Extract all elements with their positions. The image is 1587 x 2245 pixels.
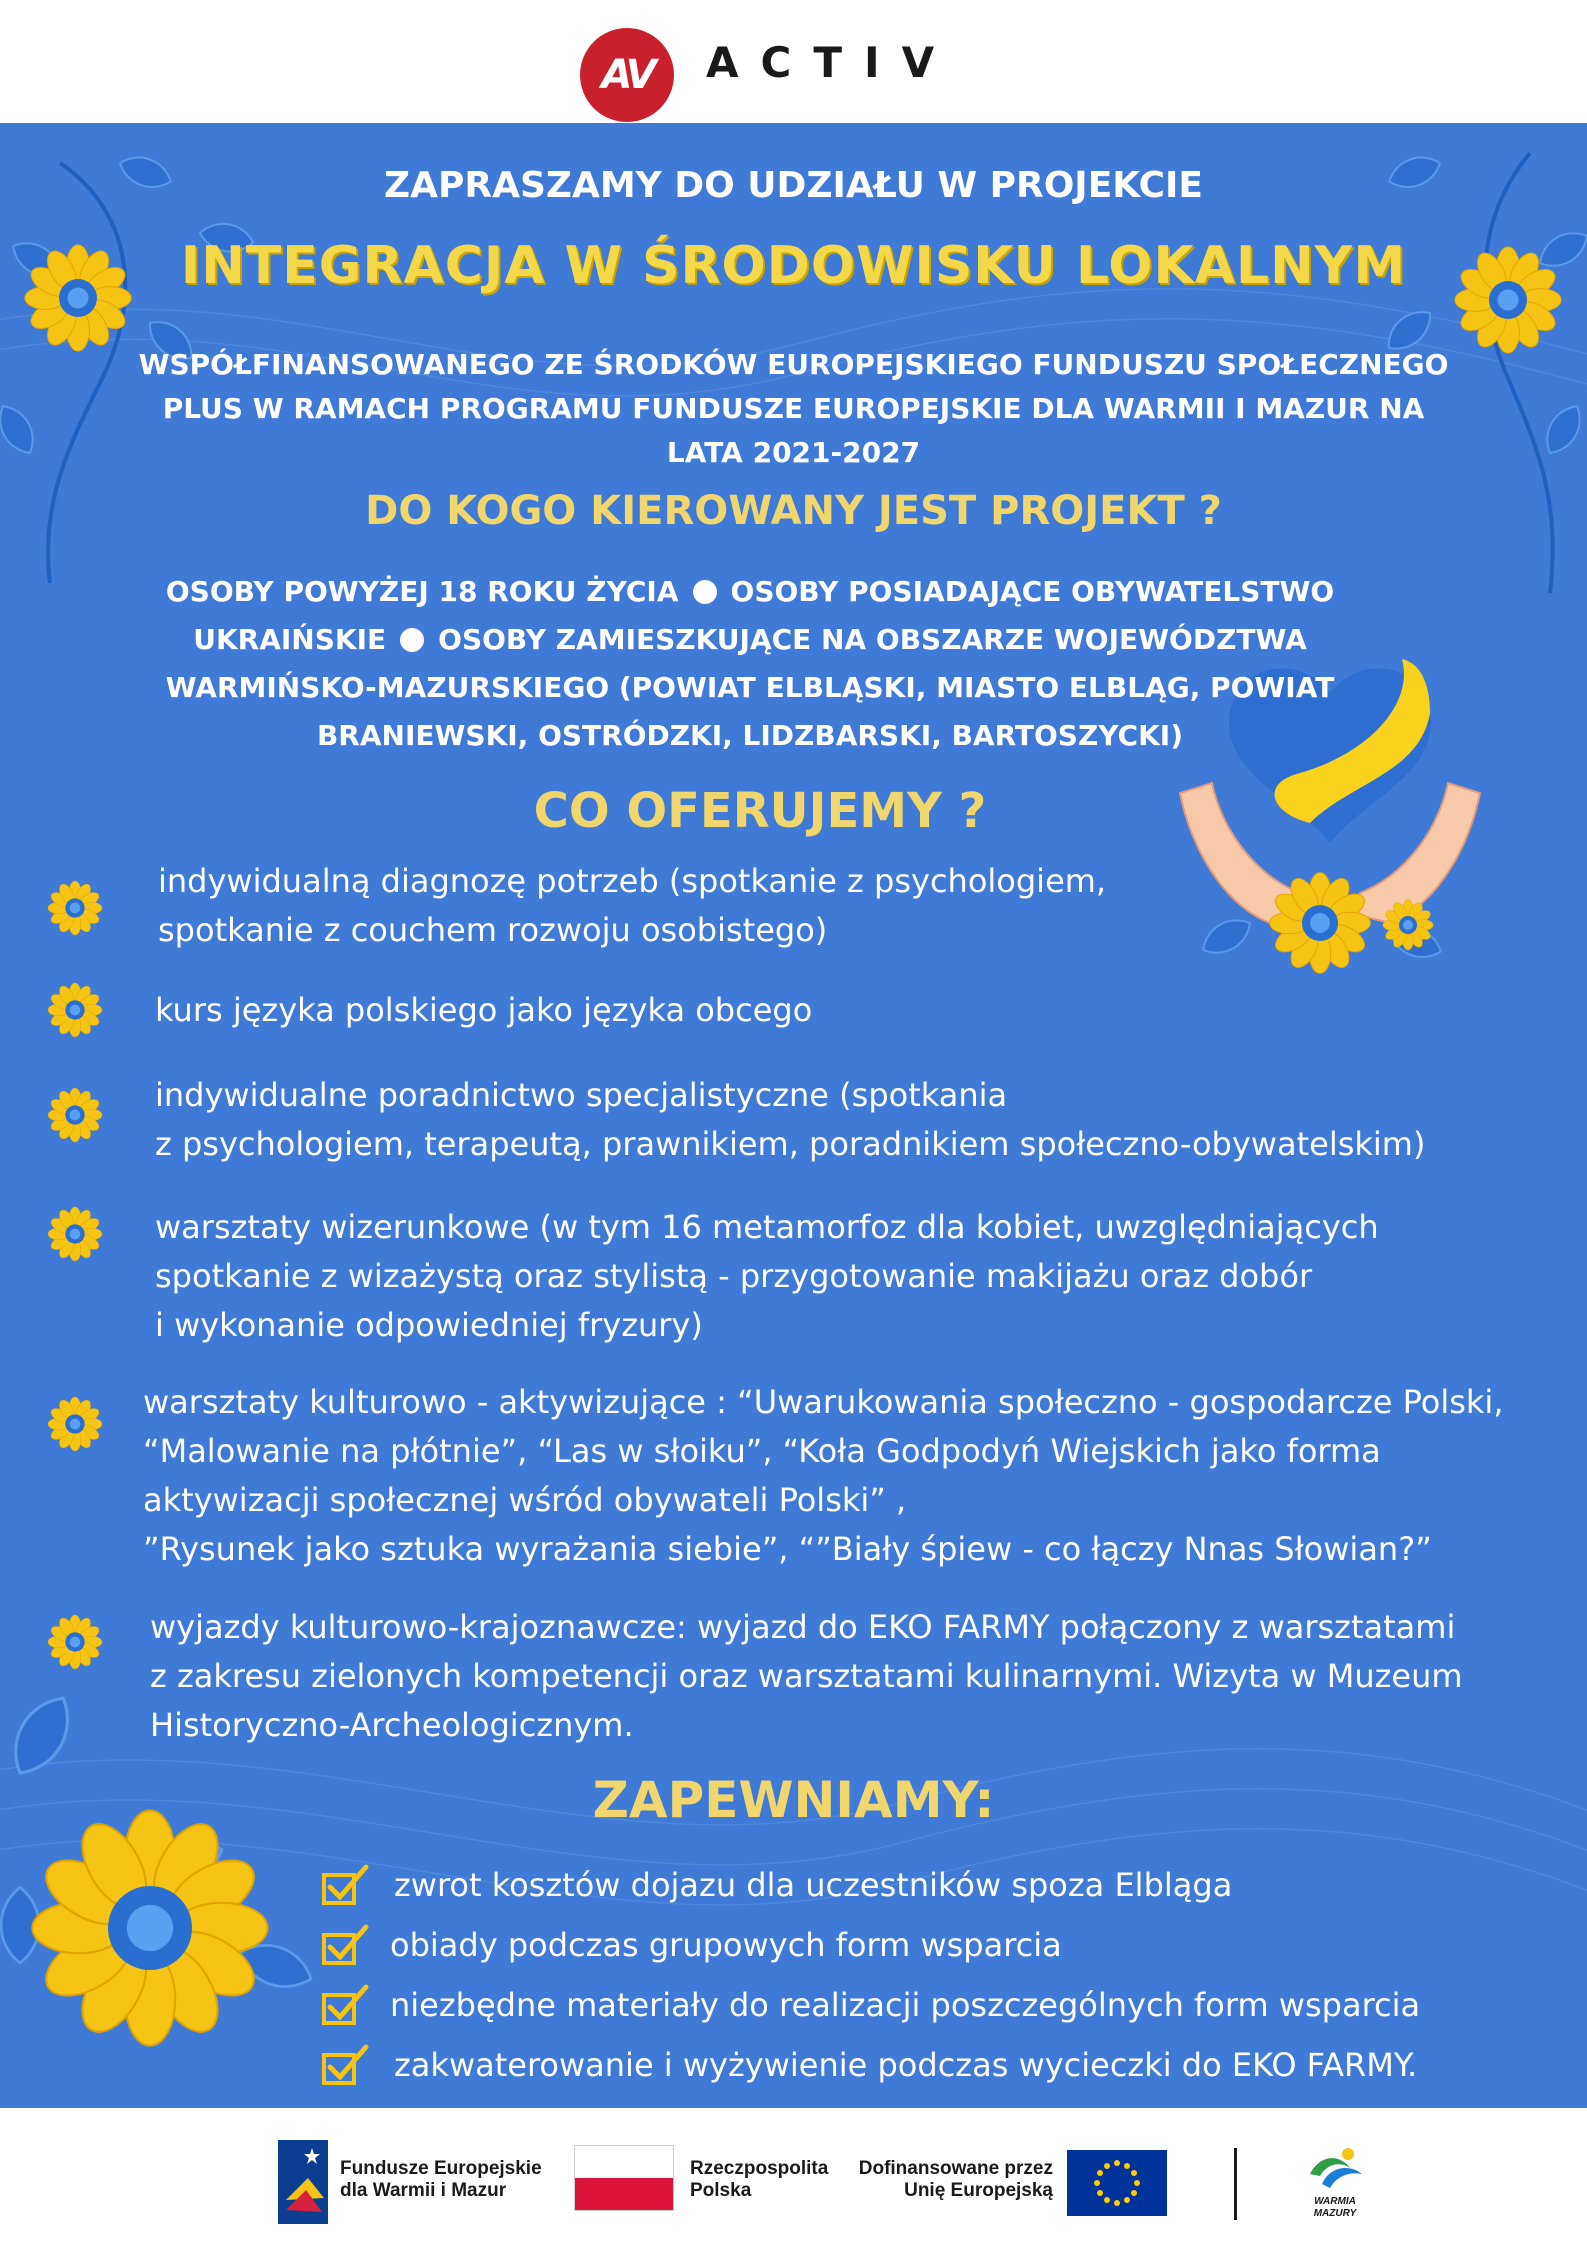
offer-line: z zakresu zielonych kompetencji oraz warsztatami kulinarnymi. Wizyta w Muzeum: [150, 1657, 1463, 1695]
fundusze-europejskie-logo-icon: [278, 2140, 328, 2224]
sunflower-bullet-icon: [46, 1205, 104, 1263]
target-residence-cont: BRANIEWSKI, OSTRÓDZKI, LIDZBARSKI, BARTOSZYCKI): [316, 719, 1184, 752]
funding-line: WSPÓŁFINANSOWANEGO ZE ŚRODKÓW EUROPEJSKIEGO FUNDUSZU SPOŁECZNEGO: [138, 348, 1449, 381]
offer-line: wyjazdy kulturowo-krajoznawcze: wyjazd do EKO FARMY połączony z warsztatami: [150, 1608, 1456, 1646]
offer-line: indywidualne poradnictwo specjalistyczne (spotkania: [155, 1076, 1008, 1114]
offer-line: ”Rysunek jako sztuka wyrażania siebie”, “”Biały śpiew - co łączy Nnas Słowian?”: [143, 1530, 1432, 1568]
bullet-dot-icon: [693, 580, 717, 604]
sunflower-bullet-icon: [46, 981, 104, 1039]
offer-heading: CO OFERUJEMY ?: [533, 783, 987, 839]
provide-text: obiady podczas grupowych form wsparcia: [390, 1926, 1062, 1964]
target-adults: OSOBY POWYŻEJ 18 ROKU ŻYCIA: [165, 575, 679, 608]
provide-text: zwrot kosztów dojazu dla uczestników spoza Elbląga: [394, 1866, 1233, 1904]
funding-line: PLUS W RAMACH PROGRAMU FUNDUSZE EUROPEJSKIE DLA WARMII I MAZUR NA: [162, 392, 1425, 425]
checkbox-check-icon: [320, 1983, 372, 2027]
offer-item: [150, 1603, 1463, 1750]
warmia-mazury-text: WARMIA MAZURY: [1313, 2196, 1357, 2219]
offer-line: aktywizacji społecznej wśród obywateli Polski” ,: [143, 1481, 907, 1519]
offer-line: warsztaty kulturowo - aktywizujące : “Uwarukowania społeczno - gospodarcze Polski,: [143, 1383, 1504, 1421]
target-citizenship: OSOBY POSIADAJĄCE OBYWATELSTWO: [730, 575, 1335, 608]
offer-line: spotkanie z wizażystą oraz stylistą - przygotowanie makijażu oraz dobór: [155, 1257, 1313, 1295]
target-groups: [160, 568, 1340, 760]
sunflower-bullet-icon: [46, 1613, 104, 1671]
header: [0, 0, 1587, 123]
funding-line: LATA 2021-2027: [666, 436, 921, 469]
offer-item: [158, 857, 1106, 955]
offer-item: [155, 1071, 1425, 1169]
provide-text: zakwaterowanie i wyżywienie podczas wycieczki do EKO FARMY.: [394, 2046, 1418, 2084]
warmia-mazury-logo-icon: [1300, 2144, 1370, 2192]
offer-line: z psychologiem, terapeutą, prawnikiem, poradnikiem społeczno-obywatelskim): [155, 1125, 1426, 1163]
offer-line: Historyczno-Archeologicznym.: [150, 1706, 634, 1744]
offer-line: i wykonanie odpowiedniej fryzury): [155, 1306, 703, 1344]
offer-line: indywidualną diagnozę potrzeb (spotkanie z psychologiem,: [158, 862, 1107, 900]
target-heading: DO KOGO KIEROWANY JEST PROJEKT ?: [365, 488, 1222, 534]
rp-text: Rzeczpospolita Polska: [690, 2158, 829, 2201]
sunflower-bullet-icon: [46, 879, 104, 937]
provide-heading: ZAPEWNIAMY:: [592, 1771, 995, 1829]
sunflower-bullet-icon: [46, 1395, 104, 1453]
checkbox-check-icon: [320, 1923, 372, 1967]
activ-logo-text: ACTIV: [706, 38, 957, 87]
offer-item: [155, 986, 812, 1035]
eu-flag-icon: [1067, 2150, 1167, 2216]
offer-item: [155, 1203, 1379, 1350]
target-residence-cont: WARMIŃSKO-MAZURSKIEGO (POWIAT ELBLĄSKI, MIASTO ELBLĄG, POWIAT: [165, 671, 1335, 704]
offer-line: “Malowanie na płótnie”, “Las w słoiku”, “Koła Godpodyń Wiejskich jako forma: [143, 1432, 1381, 1470]
funding-logos-footer: [0, 2108, 1587, 2245]
offer-item: [143, 1378, 1503, 1574]
footer-divider: [1234, 2148, 1237, 2220]
invite-heading: ZAPRASZAMY DO UDZIAŁU W PROJEKCIE: [384, 165, 1203, 206]
poster-body: [0, 123, 1587, 2108]
project-title: INTEGRACJA W ŚRODOWISKU LOKALNYM: [180, 236, 1407, 296]
bullet-dot-icon: [400, 628, 424, 652]
activ-logo-mark: AV: [580, 28, 674, 122]
target-citizenship-cont: UKRAIŃSKIE: [193, 623, 387, 656]
offer-line: spotkanie z couchem rozwoju osobistego): [158, 911, 828, 949]
checkbox-check-icon: [320, 1863, 372, 1907]
eu-text: Dofinansowane przez Unię Europejską: [858, 2158, 1053, 2201]
polish-flag-icon: [574, 2145, 674, 2211]
funding-statement: [0, 343, 1587, 475]
sunflower-bullet-icon: [46, 1086, 104, 1144]
offer-line: warsztaty wizerunkowe (w tym 16 metamorfoz dla kobiet, uwzględniających: [155, 1208, 1379, 1246]
provide-text: niezbędne materiały do realizacji poszczególnych form wsparcia: [390, 1986, 1421, 2024]
fe-text: Fundusze Europejskie dla Warmii i Mazur: [340, 2158, 542, 2201]
target-residence: OSOBY ZAMIESZKUJĄCE NA OBSZARZE WOJEWÓDZTWA: [438, 623, 1307, 656]
checkbox-check-icon: [320, 2043, 372, 2087]
offer-line: kurs języka polskiego jako języka obcego: [155, 991, 813, 1029]
